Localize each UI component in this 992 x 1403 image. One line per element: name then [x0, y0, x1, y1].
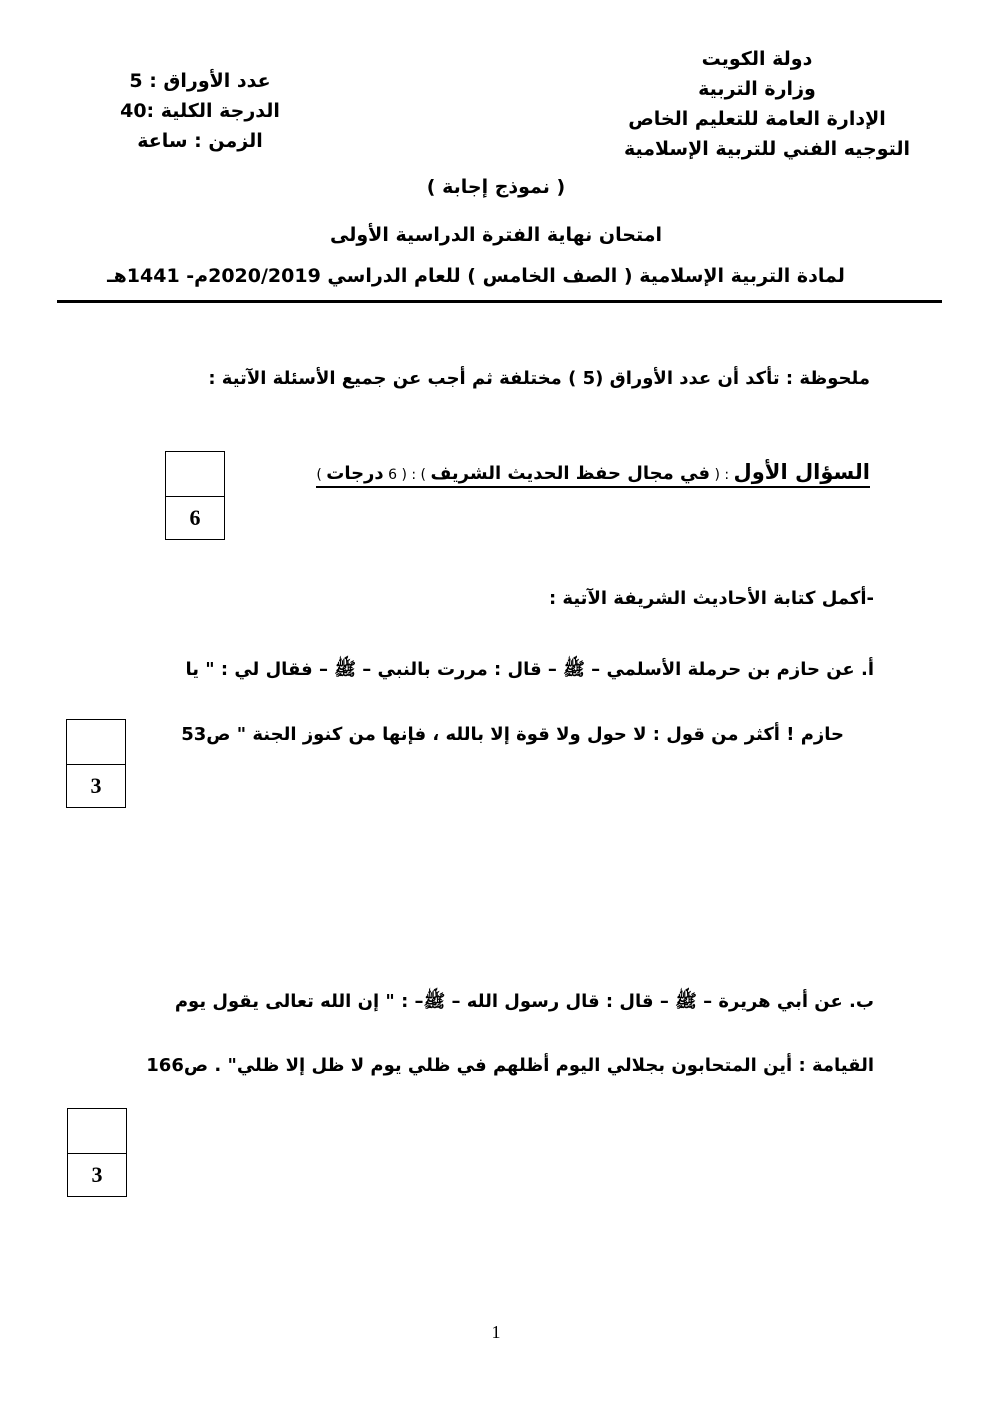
score-entry-cell[interactable] [68, 1109, 126, 1154]
header-ministry: وزارة التربية [698, 78, 816, 100]
score-entry-cell[interactable] [67, 720, 125, 765]
header-institution [592, 44, 922, 164]
score-max: 3 [91, 1162, 103, 1187]
question-1-close: ) : ( 6 [383, 467, 431, 483]
question-1-end: ) [316, 467, 327, 483]
header-department: الإدارة العامة للتعليم الخاص [628, 108, 886, 130]
instruction: -أكمل كتابة الأحاديث الشريفة الآتية : [548, 588, 874, 609]
question-1-grade-word: درجات [326, 463, 384, 484]
exam-note: ملحوظة : تأكد أن عدد الأوراق (5 ) مختلفة ثم أجب عن جميع الأسئلة الآتية : [208, 368, 870, 389]
question-1-heading [316, 460, 870, 488]
header-divider [57, 300, 942, 303]
hadith-b-line-1: ب. عن أبي هريرة – ﷺ – قال : قال رسول الله – ﷺ– : " إن الله تعالى يقول يوم [174, 991, 874, 1012]
score-max: 3 [90, 773, 102, 798]
hadith-a-score-box [66, 719, 126, 808]
header-guidance: التوجيه الفني للتربية الإسلامية [623, 138, 911, 160]
exam-title: امتحان نهاية الفترة الدراسية الأولى [330, 224, 662, 246]
header-total-grade: الدرجة الكلية :40 [120, 100, 280, 122]
question-1-label: السؤال الأول [733, 460, 870, 484]
hadith-a-line-1: أ. عن حازم بن حرملة الأسلمي – ﷺ – قال : مررت بالنبي – ﷺ – فقال لي : " يا [185, 659, 874, 680]
page-number: 1 [491, 1322, 501, 1342]
header-country: دولة الكويت [701, 48, 813, 70]
header-pages: عدد الأوراق : 5 [129, 70, 271, 92]
score-max: 6 [189, 505, 201, 530]
answer-model-title: ( نموذج إجابة ) [426, 176, 566, 198]
question-1-sep: : ( [710, 467, 734, 483]
hadith-a-line-2: حازم ! أكثر من قول : لا حول ولا قوة إلا بالله ، فإنها من كنوز الجنة " ص53 [181, 724, 844, 745]
score-entry-cell[interactable] [166, 452, 224, 497]
subject-title: لمادة التربية الإسلامية ( الصف الخامس ) للعام الدراسي 2020/2019م- 1441هـ [107, 265, 845, 287]
hadith-b-line-2: القيامة : أين المتحابون بجلالي اليوم أظلهم في ظلي يوم لا ظل إلا ظلي" . ص166 [146, 1055, 874, 1076]
hadith-b-score-box [67, 1108, 127, 1197]
header-time: الزمن : ساعة [137, 130, 263, 152]
header-exam-info [100, 66, 300, 156]
question-1-score-box [165, 451, 225, 540]
question-1-topic: في مجال حفظ الحديث الشريف [430, 463, 710, 484]
